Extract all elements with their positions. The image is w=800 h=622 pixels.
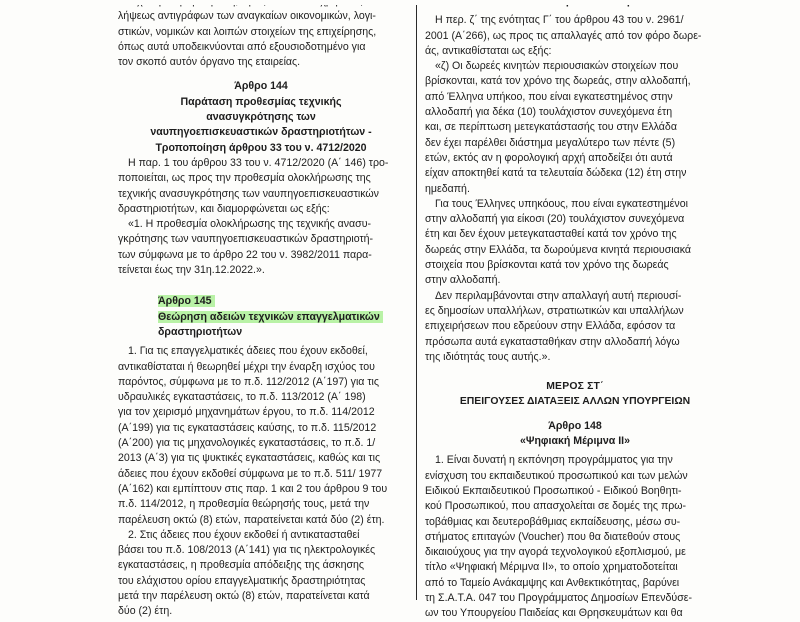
left-column (118, 0, 404, 620)
text-line: ποποιείται, ως προς την προθεσμία ολοκλήρωσης της (118, 172, 371, 185)
text-line: Η περ. ζ΄ της ενότητας Γ΄ του άρθρου 43 του ν. 2961/ (435, 14, 684, 27)
spacer (118, 278, 404, 294)
text-line: επιχειρήσεων που εδρεύουν στην Ελλάδα, εφόσον τα (425, 320, 676, 333)
part-title: ΜΕΡΟΣ ΣΤ΄ (546, 381, 604, 393)
text-line: τον σκοπό αυτόν όργανο της εταιρείας. (118, 56, 301, 69)
text-line: γκρότησης των ναυπηγοεπισκευαστικών δραστηριοτή- (118, 233, 374, 246)
text-line: 2. Στις άδειες που έχουν εκδοθεί ή αντικατασταθεί (128, 528, 360, 541)
text-line: πρόσωπα αυτά εγκατασταθήκαν στην αλλοδαπή λόγω (425, 335, 680, 348)
text-line: υδραυλικές εγκαταστάσεις, το π.δ. 113/2012 (Α΄ 198) (118, 391, 366, 404)
article-title-line: ανασυγκρότησης των (206, 111, 316, 124)
text-line: τεχνικής ανασυγκρότησης των ναυπηγοεπισκευαστικών (118, 187, 379, 200)
text-line: ες δημοσίων υπαλλήλων, στρατιωτικών και υπαλλήλων (425, 304, 684, 317)
text-line: όπως αυτά υποδεικνύονται από εξουσιοδοτημένο για (118, 40, 366, 53)
text-line: ετών, εκτός αν η φορολογική αρχή αποδείξει ότι αυτά (425, 151, 673, 164)
text-line: «1. Η προθεσμία ολοκλήρωσης της τεχνικής ανασυ- (128, 218, 372, 231)
top-edge (0, 0, 800, 5)
text-line: 1. Είναι δυνατή η εκπόνηση προγράμματος για την (435, 454, 673, 467)
text-line: (Α΄199) για τις εγκαταστάσεις καύσης, το π.δ. 115/2012 (118, 421, 377, 434)
text-line: παρέλευση οκτώ (8) ετών, παρατείνεται κατά δύο (2) έτη. (118, 513, 385, 526)
text-line: δραστηριοτήτων, και διαμορφώνεται ως εξής: (118, 202, 330, 215)
text-line: και, σε περίπτωση μετεγκατάστασής του στην Ελλάδα (425, 121, 677, 134)
part-subtitle: ΕΠΕΙΓΟΥΣΕΣ ΔΙΑΤΑΞΕΙΣ ΑΛΛΩΝ ΥΠΟΥΡΓΕΙΩΝ (459, 396, 691, 408)
text-line: στικών, νομικών και λοιπών στοιχείων της επιχείρησης, (118, 25, 377, 38)
text-line: ημεδαπή. (425, 182, 470, 195)
text-line: Ειδικού Εκπαιδευτικού Προσωπικού - Ειδικού Βοηθητι- (425, 484, 682, 497)
text-line: π.δ. 114/2012, η προθεσμία θεώρησής τους, μετά την (118, 498, 370, 511)
text-line: έτη και δεν έχουν μετεγκατασταθεί κατά τον χρόνο της (425, 228, 677, 241)
article-title-line: Παράταση προθεσμίας τεχνικής (180, 95, 342, 108)
article-number: Άρθρο 148 (548, 419, 602, 432)
text-line: Για τους Έλληνες υπηκόους, που είναι εγκατεστημένοι (435, 197, 688, 210)
right-column (425, 0, 725, 622)
highlighted-article-number: Άρθρο 145 (158, 295, 215, 307)
text-line: στην αλλοδαπή. (425, 274, 501, 287)
article-title-line: Τροποποίηση άρθρου 33 του ν. 4712/2020 (155, 141, 367, 154)
article-title: «Ψηφιακή Μέριμνα ΙΙ» (520, 435, 630, 448)
text-line: του ελάχιστου ορίου επαγγελματικής δραστηριότητας (118, 574, 366, 587)
text-line: δύο (2) έτη. (118, 605, 173, 618)
text-line: άδειες που έχουν εκδοθεί σύμφωνα με το π.δ. 511/ 1977 (118, 467, 383, 480)
text-line: αντικαθίσταται ή θεωρηθεί μέχρι την έναρξη ισχύος του (118, 360, 375, 373)
text-line: τη Σ.Α.Τ.Α. 047 του Προγράμματος Δημοσίων Επενδύσε- (425, 591, 692, 604)
text-line: δικαιούχους για την αγορά τεχνολογικού εξοπλισμού, με (425, 546, 686, 559)
text-line: στήματος επιταγών (Voucher) που θα διατεθούν στους (425, 530, 681, 543)
text-line: μετά την παρέλευση οκτώ (8) ετών, παρατείνεται κατά (118, 589, 370, 602)
text-line: (Α΄162) και εμπίπτουν στις παρ. 1 και 2 του άρθρου 9 του (118, 482, 388, 495)
text-line: λήψεως αντιγράφων των αναγκαίων οικονομικών, λογι- (118, 10, 376, 23)
article-144 (118, 79, 404, 278)
text-line: βάσει του π.δ. 108/2013 (Α΄141) για τις ηλεκτρολογικές (118, 544, 376, 557)
text-line: «ζ) Οι δωρεές κινητών περιουσιακών στοιχείων που (435, 60, 679, 73)
text-line: κού Προσωπικού, που απασχολείται σε δομές της πρω- (425, 500, 687, 513)
right-paragraph-3 (425, 289, 725, 365)
text-line: για τον χειρισμό μηχανημάτων έργου, το π.δ. 114/2012 (118, 406, 375, 419)
text-line: είχαν αποκτηθεί κατά τα τελευταία δώδεκα (12) έτη στην (425, 167, 687, 180)
highlighted-title: Θεώρηση αδειών τεχνικών επαγγελματικών (158, 311, 383, 323)
text-line: ενίσχυση του εκπαιδευτικού προσωπικού και των μελών (425, 469, 688, 482)
article-number: Άρθρο 144 (234, 80, 288, 93)
text-line: άς, αντικαθίσταται ως εξής: (425, 44, 552, 57)
spacer (118, 70, 404, 79)
article-148 (425, 419, 725, 622)
text-line: των σύμφωνα με το άρθρο 22 του ν. 3982/2011 παρα- (118, 248, 372, 261)
text-line: Δεν περιλαμβάνονται στην απαλλαγή αυτή περιουσί- (435, 289, 682, 302)
spacer (425, 410, 725, 419)
text-line: στην αλλοδαπή για είκοσι (20) τουλάχιστον συνεχόμενα (425, 213, 685, 226)
article-number (118, 294, 404, 309)
article-title-line (118, 310, 404, 325)
intro-paragraph (118, 0, 404, 70)
text-line: βρίσκονται, κατά τον χρόνο της δωρεάς, στην αλλοδαπή, (425, 75, 691, 88)
title-line: δραστηριοτήτων (158, 325, 243, 338)
article-145 (118, 294, 404, 619)
text-line: από Έλληνα υπήκοο, που είναι εγκατεστημένος στην (425, 90, 673, 103)
text-line: ων του Υπουργείου Παιδείας και Θρησκευμάτων και θα (425, 607, 683, 620)
text-line: της ιδιότητάς τους αυτής.». (425, 350, 551, 363)
text-line: 1. Για τις επαγγελματικές άδειες που έχουν εκδοθεί, (128, 345, 368, 358)
text-line: τοβάθμιας και δευτεροβάθμιας εκπαίδευσης, μέσω συ- (425, 515, 681, 528)
text-line: 2001 (Α΄266), ως προς τις απαλλαγές από τον φόρο δωρε- (425, 29, 702, 42)
text-line: τίτλο «Ψηφιακή Μέριμνα ΙΙ», το οποίο χρηματοδοτείται (425, 561, 678, 574)
text-line: τείνεται έως την 31η.12.2022.». (118, 264, 265, 277)
text-line: 2013 (Α΄3) για τις ψυκτικές εγκαταστάσεις, καθώς και τις (118, 452, 381, 465)
text-line: παρόντος, σύμφωνα με το π.δ. 112/2012 (Α΄197) για τις (118, 375, 380, 388)
text-line: στοιχεία που βρίσκονται κατά τον χρόνο της δωρεάς (425, 259, 669, 272)
text-line: δεν έχει παρέλθει διάστημα μεγαλύτερο των πέντε (5) (425, 136, 676, 149)
text-line: από το Ταμείο Ανάκαμψης και Ανθεκτικότητας, βαρύνει (425, 576, 680, 589)
text-line: αλλοδαπή για δέκα (10) τουλάχιστον συνεχόμενα έτη (425, 106, 673, 119)
text-line: δωρεάς στην Ελλάδα, τα δωρούμενα κινητά περιουσιακά (425, 243, 691, 256)
text-line: εγκαταστάσεις, η προθεσμία απόδειξης της άσκησης (118, 559, 365, 572)
article-title-line (118, 325, 404, 340)
text-line: (Α΄200) για τις μηχανολογικές εγκαταστάσεις, το π.δ. 1/ (118, 437, 376, 450)
right-paragraph-2 (425, 197, 725, 289)
article-title-line: ναυπηγοεπισκευαστικών δραστηριοτήτων - (150, 126, 372, 139)
text-line: Η παρ. 1 του άρθρου 33 του ν. 4712/2020 (Α΄ 146) τρο- (128, 156, 389, 169)
right-paragraph-1 (425, 13, 725, 197)
column-divider (416, 0, 417, 600)
